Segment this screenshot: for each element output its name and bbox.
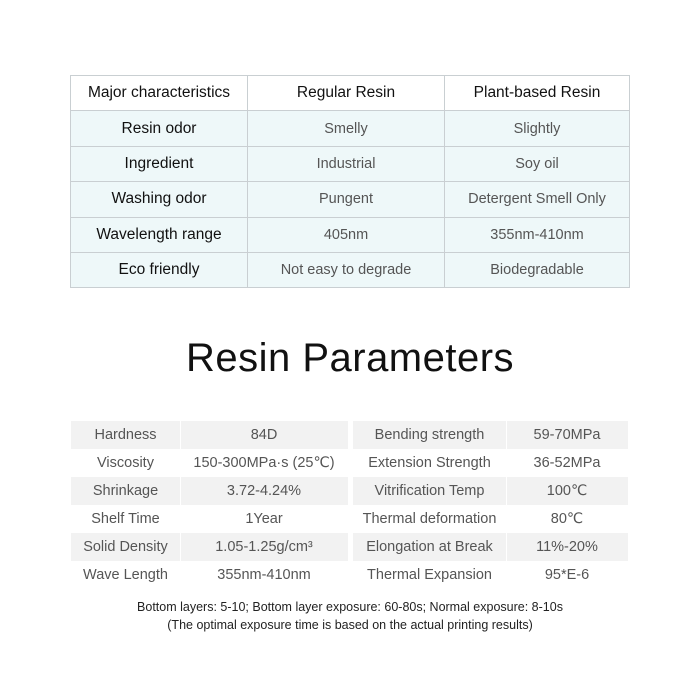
parameter-label: Extension Strength [368,455,491,471]
regular-resin-value: 405nm [248,217,445,252]
comparison-table [70,75,630,288]
parameter-label: Elongation at Break [366,539,493,555]
header-plant-based-resin: Plant-based Resin [445,76,630,111]
regular-resin-value: Smelly [248,111,445,146]
exposure-disclaimer: (The optimal exposure time is based on the actual printing results) [167,618,533,632]
plant-resin-value: Biodegradable [445,252,630,287]
characteristic-label: Resin odor [71,111,248,146]
header-major-characteristics: Major characteristics [71,76,248,111]
parameter-value: 84D [250,427,278,443]
characteristic-label: Eco friendly [71,252,248,287]
comparison-row [71,252,630,287]
parameter-value: 1Year [245,511,283,527]
parameter-value: 95*E-6 [544,567,590,583]
parameter-label: Thermal deformation [362,511,497,527]
characteristic-label: Wavelength range [71,217,248,252]
comparison-row [71,217,630,252]
parameter-label: Bending strength [374,427,485,443]
parameter-label: Solid Density [83,539,168,555]
comparison-row [71,146,630,181]
parameter-value: 3.72-4.24% [226,483,302,499]
parameter-label: Wave Length [83,567,168,583]
column-gap-divider [348,421,353,589]
parameter-label: Viscosity [97,455,154,471]
parameter-value: 59-70MPa [533,427,601,443]
parameter-value: 150-300MPa·s (25℃) [193,455,335,471]
characteristic-label: Ingredient [71,146,248,181]
column-divider [180,421,181,589]
header-regular-resin: Regular Resin [248,76,445,111]
characteristic-label: Washing odor [71,182,248,217]
parameter-label: Shrinkage [92,483,159,499]
parameter-value: 11%-20% [536,539,598,555]
parameter-value: 1.05-1.25g/cm³ [215,539,313,555]
parameter-value: 355nm-410nm [217,567,311,583]
exposure-note: Bottom layers: 5-10; Bottom layer exposure: 60-80s; Normal exposure: 8-10s [137,600,563,614]
parameter-label: Vitrification Temp [374,483,485,499]
comparison-header-row [71,76,630,111]
parameter-label: Hardness [94,427,157,443]
regular-resin-value: Not easy to degrade [248,252,445,287]
plant-resin-value: Slightly [445,111,630,146]
plant-resin-value: Soy oil [445,146,630,181]
comparison-row [71,182,630,217]
parameter-value: 36-52MPa [533,455,601,471]
parameter-label: Shelf Time [91,511,160,527]
parameter-value: 100℃ [546,483,588,499]
regular-resin-value: Pungent [248,182,445,217]
comparison-row [71,111,630,146]
column-divider [506,421,507,589]
regular-resin-value: Industrial [248,146,445,181]
parameter-value: 80℃ [550,511,584,527]
page-title: Resin Parameters [185,336,515,380]
plant-resin-value: Detergent Smell Only [445,182,630,217]
parameter-label: Thermal Expansion [367,567,492,583]
parameters-table [71,421,628,589]
plant-resin-value: 355nm-410nm [445,217,630,252]
